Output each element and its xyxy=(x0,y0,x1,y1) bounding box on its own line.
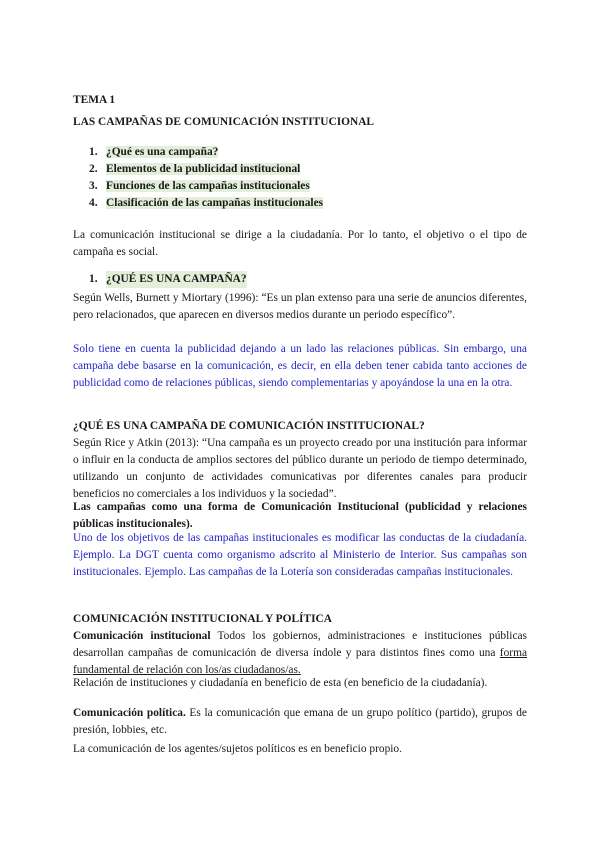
toc-item xyxy=(73,161,323,178)
section-3-heading: COMUNICACIÓN INSTITUCIONAL Y POLÍTICA xyxy=(73,613,332,625)
toc-number: 3. xyxy=(89,180,98,192)
institutional-relation: Relación de instituciones y ciudadanía en beneficio de esta (en beneficio de la ciudadanía). xyxy=(73,677,488,689)
toc-number: 1. xyxy=(89,146,98,158)
document-title: LAS CAMPAÑAS DE COMUNICACIÓN INSTITUCIONAL xyxy=(73,116,375,128)
section-title: ¿QUÉ ES UNA CAMPAÑA? xyxy=(106,271,247,288)
political-term: Comunicación política. xyxy=(73,707,186,719)
toc-item xyxy=(73,178,323,195)
institutional-underline: forma fundamental de relación con los/as ciudadanos/as. xyxy=(73,647,527,676)
toc-label: ¿Qué es una campaña? xyxy=(106,146,219,158)
tema-label: TEMA 1 xyxy=(73,94,116,106)
section-2-heading: ¿QUÉ ES UNA CAMPAÑA DE COMUNICACIÓN INSTITUCIONAL? xyxy=(73,420,425,432)
institutional-paragraph xyxy=(73,628,527,679)
toc-label: Funciones de las campañas institucionales xyxy=(106,180,310,192)
table-of-contents xyxy=(73,144,323,212)
institutional-term: Comunicación institucional xyxy=(73,630,211,642)
political-paragraph xyxy=(73,705,527,739)
toc-label: Clasificación de las campañas institucionales xyxy=(106,197,324,209)
toc-item xyxy=(73,195,323,212)
section-number: 1. xyxy=(89,273,98,285)
toc-number: 2. xyxy=(89,163,98,175)
publicity-note: Solo tiene en cuenta la publicidad dejando a un lado las relaciones públicas. Sin embargo, una campaña debe basarse en la comunicación, es decir, en ella deben tener cabida tanto acciones de publicidad como de relaciones públicas, siendo complementarias y apoyándose la una en la otra. xyxy=(73,343,527,389)
toc-item xyxy=(73,144,323,161)
intro-paragraph: La comunicación institucional se dirige a la ciudadanía. Por lo tanto, el objetivo o el tipo de campaña es social. xyxy=(73,229,527,258)
political-text: Es la comunicación que emana de un grupo político (partido), grupos de presión, lobbies, etc. xyxy=(73,707,527,736)
objectives-note: Uno de los objetivos de las campañas institucionales es modificar las conductas de la ciudadanía. Ejemplo. La DGT cuenta como organismo adscrito al Ministerio de Interior. Sus campañas son institucionales. Ejemplo. Las campañas de la Lotería son consideradas campañas institucionales. xyxy=(73,532,527,578)
political-relation: La comunicación de los agentes/sujetos políticos es en beneficio propio. xyxy=(73,743,402,755)
rice-atkin-quote: Según Rice y Atkin (2013): “Una campaña es un proyecto creado por una institución para informar o influir en la conducta de amplios sectores del público durante un periodo de tiempo determinado, utilizando un conjunto de actividades comunicativas por diferentes canales para producir beneficios no comerciales a los individuos y la sociedad”. xyxy=(73,437,527,500)
wells-quote: Según Wells, Burnett y Miortary (1996): “Es un plan extenso para una serie de anuncios diferentes, pero relacionados, que aparecen en diversos medios durante un periodo específico”. xyxy=(73,292,527,321)
campaigns-definition: Las campañas como una forma de Comunicación Institucional (publicidad y relaciones públicas institucionales). xyxy=(73,501,527,530)
toc-number: 4. xyxy=(89,197,98,209)
institutional-text: Todos los gobiernos, administraciones e instituciones públicas desarrollan campañas de comunicación de diversa índole y para distintos fines como una xyxy=(73,630,527,659)
toc-label: Elementos de la publicidad institucional xyxy=(106,163,301,175)
